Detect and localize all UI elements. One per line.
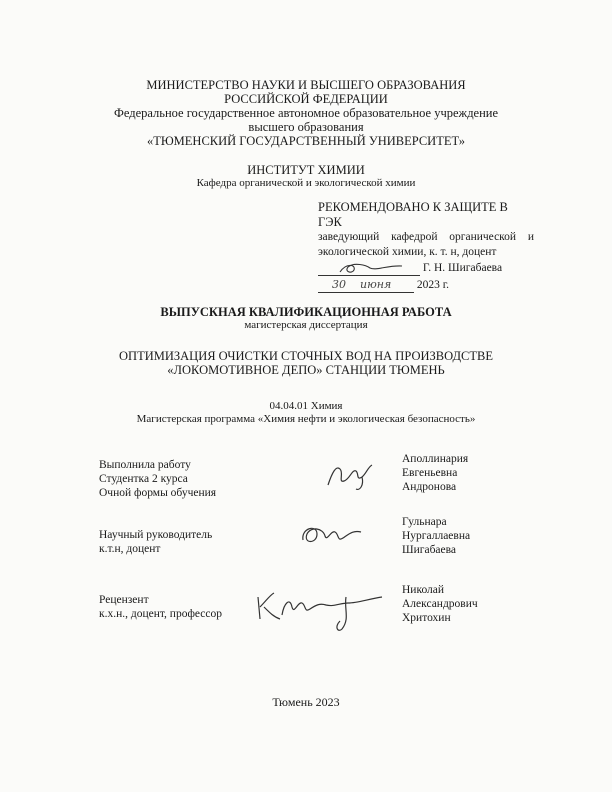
- student-last-name: Андронова: [402, 481, 457, 493]
- recommendation-date: [318, 278, 534, 293]
- work-type-block: [0, 305, 612, 332]
- supervisor-role-line-2: к.т.н, доцент: [99, 543, 161, 555]
- org-line-2: высшего образования: [248, 120, 364, 134]
- reviewer-role: [99, 593, 222, 621]
- topic-block: [0, 349, 612, 377]
- supervisor-patronymic: Нургаллаевна: [402, 530, 471, 542]
- date-month: июня: [360, 278, 392, 291]
- head-signature-line: [318, 261, 534, 276]
- head-position-line-1: заведующий кафедрой органической и: [318, 231, 534, 243]
- ministry-line-1: МИНИСТЕРСТВО НАУКИ И ВЫСШЕГО ОБРАЗОВАНИЯ: [146, 78, 466, 92]
- supervisor-role-line-1: Научный руководитель: [99, 529, 213, 541]
- student-first-name: Аполлинария: [402, 453, 469, 465]
- reviewer-name: [402, 583, 478, 625]
- head-name: Г. Н. Шигабаева: [422, 262, 503, 274]
- ministry-line-2: РОССИЙСКОЙ ФЕДЕРАЦИИ: [224, 92, 388, 106]
- supervisor-role: [99, 528, 212, 556]
- student-signature-icon: [322, 455, 382, 495]
- department-name: Кафедра органической и экологической химии: [196, 177, 416, 189]
- city-year: Тюмень 2023: [272, 695, 340, 709]
- ministry-header: [0, 78, 612, 148]
- supervisor-signature-icon: [295, 518, 365, 554]
- reviewer-role-line-2: к.х.н., доцент, профессор: [99, 608, 222, 620]
- supervisor-name: [402, 515, 470, 557]
- university-name: «ТЮМЕНСКИЙ ГОСУДАРСТВЕННЫЙ УНИВЕРСИТЕТ»: [146, 134, 466, 148]
- supervisor-first-name: Гульнара: [402, 516, 447, 528]
- student-role-line-3: Очной формы обучения: [99, 487, 217, 499]
- work-type: ВЫПУСКНАЯ КВАЛИФИКАЦИОННАЯ РАБОТА: [160, 305, 452, 319]
- topic-line-1: ОПТИМИЗАЦИЯ ОЧИСТКИ СТОЧНЫХ ВОД НА ПРОИЗВОДСТВЕ: [119, 349, 493, 363]
- reviewer-signature-icon: [250, 585, 390, 633]
- institute-block: [0, 163, 612, 190]
- student-name: [402, 452, 468, 494]
- specialty-code: 04.04.01 Химия: [269, 400, 343, 412]
- reviewer-first-name: Николай: [402, 584, 445, 596]
- date-year: 2023 г.: [416, 279, 450, 291]
- work-subtype: магистерская диссертация: [244, 319, 368, 331]
- org-line-1: Федеральное государственное автономное образовательное учреждение: [113, 106, 499, 120]
- program-name: Магистерская программа «Химия нефти и экологическая безопасность»: [136, 413, 476, 425]
- date-blank: [318, 278, 414, 293]
- specialty-block: [0, 400, 612, 426]
- date-day: 30: [332, 278, 346, 291]
- head-signature-blank: [318, 261, 420, 276]
- topic-line-2: «ЛОКОМОТИВНОЕ ДЕПО» СТАНЦИИ ТЮМЕНЬ: [167, 363, 445, 377]
- student-patronymic: Евгеньевна: [402, 467, 458, 479]
- recommendation-block: [318, 200, 534, 293]
- reviewer-patronymic: Александрович: [402, 598, 478, 610]
- institute-name: ИНСТИТУТ ХИМИИ: [247, 163, 365, 177]
- reviewer-role-line-1: Рецензент: [99, 594, 149, 606]
- student-role-line-2: Студентка 2 курса: [99, 473, 188, 485]
- recommendation-title: РЕКОМЕНДОВАНО К ЗАЩИТЕ В ГЭК: [318, 200, 508, 229]
- reviewer-last-name: Хритохин: [402, 612, 451, 624]
- student-role: [99, 458, 216, 500]
- head-signature-icon: [336, 261, 406, 275]
- student-role-line-1: Выполнила работу: [99, 459, 191, 471]
- supervisor-last-name: Шигабаева: [402, 544, 457, 556]
- head-position-line-2: экологической химии, к. т. н, доцент: [318, 246, 497, 258]
